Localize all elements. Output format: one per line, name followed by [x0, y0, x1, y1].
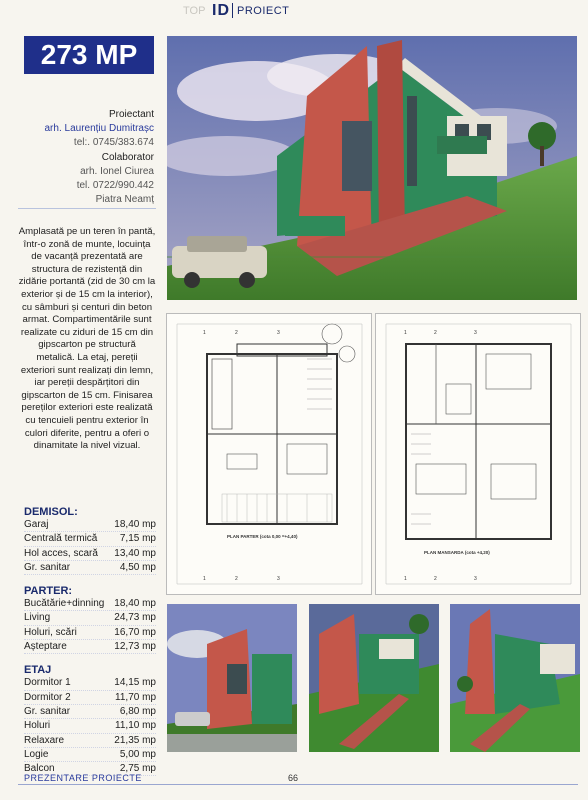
area-row	[24, 518, 156, 532]
page-header	[0, 0, 588, 22]
svg-text:3: 3	[474, 576, 477, 582]
area-group	[24, 664, 156, 776]
room-area: 18,40 mp	[114, 598, 156, 610]
svg-text:2: 2	[235, 576, 238, 582]
room-name: Hol acces, scară	[24, 547, 98, 559]
room-name: Dormitor 2	[24, 691, 71, 703]
attic-plan-label: PLAN MANSARDA (cota +4,20)	[424, 550, 490, 555]
room-area: 6,80 mp	[119, 705, 156, 717]
area-group-title: PARTER:	[24, 585, 73, 598]
room-name: Relaxare	[24, 734, 65, 746]
collaborator-name: arh. Ionel Ciurea	[80, 165, 154, 177]
svg-text:2: 2	[434, 576, 437, 582]
room-area: 5,00 mp	[119, 748, 156, 760]
room-area: 11,70 mp	[115, 691, 156, 703]
project-location: Piatra Neamț	[95, 194, 154, 206]
room-area: 18,40 mp	[114, 519, 156, 530]
area-row	[24, 532, 156, 546]
footer-section: PREZENTARE PROIECTE	[24, 773, 142, 783]
header-divider	[232, 3, 233, 18]
svg-text:3: 3	[474, 330, 477, 336]
room-name: Holuri, scări	[24, 626, 77, 638]
area-row	[24, 691, 156, 705]
room-area: 21,35 mp	[114, 734, 156, 746]
room-name: Living	[24, 612, 51, 624]
project-description: Amplasată pe un teren în pantă, într-o zonă de munte, locuința de vacanță prezentată are structura de rezistență din zidărie portantă (zid de 30 cm la exterior și de 15 cm la interior), cu sâmburi și centuri din beton armat. Compartimentările sunt realizate cu ziduri de 15 cm din gipscarton pe structură metalică. La etaj, pereții exteriori sunt realizați din lemn, iar pereții despărțitori din gipscarton de 15 cm. Finisarea pereților exteriori este realizată cu tencuieli pentru exterior în culori diferite, pentru a oferi o dinamitate la nivel vizual.	[18, 226, 156, 452]
room-name: Logie	[24, 748, 49, 760]
divider	[18, 208, 156, 209]
room-name: Garaj	[24, 519, 49, 530]
house-render-thumbnail-2	[309, 604, 439, 752]
house-render-thumbnail-1	[167, 604, 297, 752]
attic-floor-plan	[375, 313, 581, 595]
room-name: Centrală termică	[24, 533, 98, 545]
svg-text:2: 2	[235, 330, 238, 336]
area-row	[24, 626, 156, 640]
house-render-thumbnail-3	[450, 604, 580, 752]
room-area: 7,15 mp	[119, 533, 156, 545]
room-area: 12,73 mp	[114, 641, 156, 653]
collaborator-label: Colaborator	[101, 151, 154, 163]
ground-floor-plan	[166, 313, 372, 595]
svg-text:1: 1	[404, 576, 407, 582]
total-area-badge: 273 MP	[24, 36, 154, 74]
section-title: PROIECT	[237, 5, 290, 17]
area-row	[24, 719, 156, 733]
svg-text:1: 1	[203, 330, 206, 336]
area-group-title: ETAJ	[24, 664, 52, 677]
header-ghost-text: TOP	[183, 5, 206, 17]
area-group-title: DEMISOL:	[24, 506, 78, 518]
project-credits	[4, 108, 154, 207]
svg-text:2: 2	[434, 330, 437, 336]
area-row	[24, 597, 156, 611]
page-number: 66	[288, 773, 299, 783]
room-area: 24,73 mp	[114, 612, 156, 624]
collaborator-phone: tel. 0722/990.442	[76, 180, 154, 192]
designer-phone: tel:. 0745/383.674	[73, 137, 154, 149]
ground-plan-label: PLAN PARTER (cota 0,00 =+4,40)	[227, 534, 298, 539]
room-area: 2,75 mp	[119, 763, 156, 775]
area-row	[24, 547, 156, 561]
room-area: 4,50 mp	[119, 561, 156, 573]
designer-label: Proiectant	[108, 109, 154, 120]
area-group	[24, 506, 156, 575]
room-name: Bucătărie+dinning	[24, 598, 105, 610]
designer-name: arh. Laurențiu Dumitrașc	[44, 123, 154, 135]
area-row	[24, 640, 156, 654]
room-name: Gr. sanitar	[24, 561, 71, 573]
area-row	[24, 748, 156, 762]
area-row	[24, 734, 156, 748]
area-row	[24, 611, 156, 625]
room-name: Holuri	[24, 720, 51, 732]
magazine-brand: ID	[212, 2, 230, 19]
room-name: Balcon	[24, 763, 55, 775]
room-area: 13,40 mp	[114, 547, 156, 559]
room-name: Gr. sanitar	[24, 705, 71, 717]
room-area: 14,15 mp	[114, 677, 156, 689]
room-name: Așteptare	[24, 641, 67, 653]
area-table	[24, 506, 156, 786]
room-area: 16,70 mp	[114, 626, 156, 638]
area-row	[24, 705, 156, 719]
svg-text:1: 1	[404, 330, 407, 336]
svg-text:3: 3	[277, 576, 280, 582]
svg-text:3: 3	[277, 330, 280, 336]
footer-divider	[18, 784, 578, 785]
area-row	[24, 561, 156, 575]
house-render-main	[167, 36, 577, 300]
svg-text:1: 1	[203, 576, 206, 582]
room-area: 11,10 mp	[115, 720, 156, 732]
area-row	[24, 676, 156, 690]
room-name: Dormitor 1	[24, 677, 71, 689]
area-group	[24, 585, 156, 654]
